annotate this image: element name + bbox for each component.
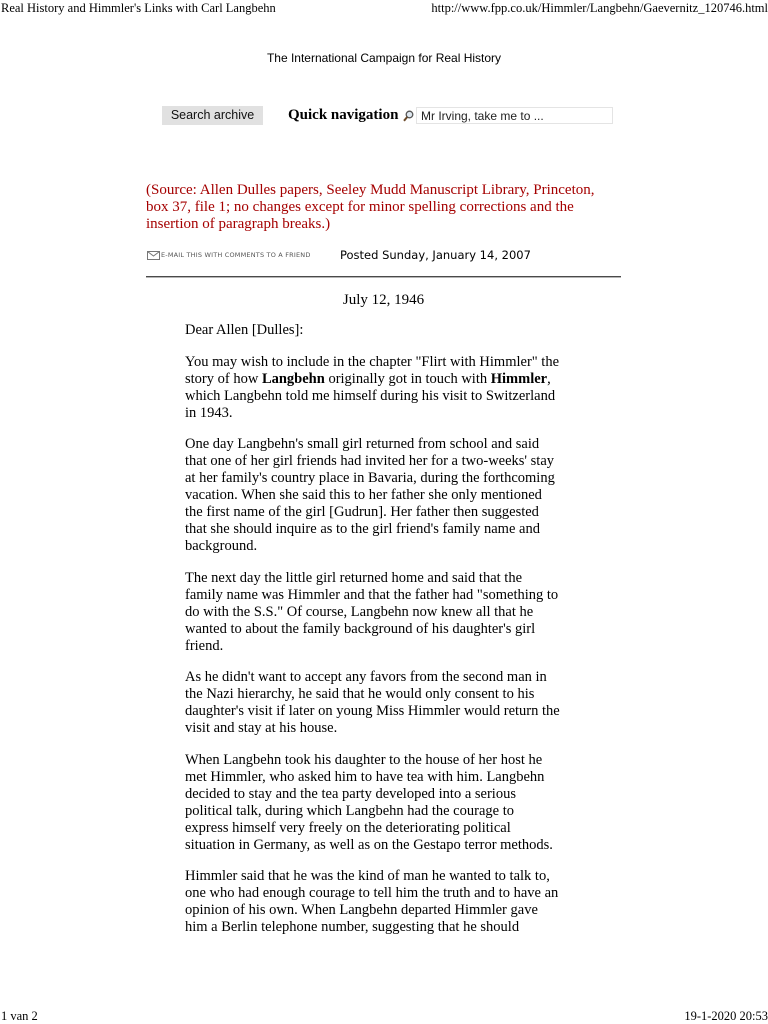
letter-line: friend. <box>185 637 224 654</box>
letter-line: that she should inquire as to the girl friend's family name and <box>185 521 540 537</box>
letter-line: background. <box>185 538 258 554</box>
source-note <box>146 182 595 233</box>
letter-line: that one of her girl friends had invited her for a two-weeks' stay <box>185 453 555 469</box>
print-header-title: Real History and Himmler's Links with Carl Langbehn <box>1 1 276 15</box>
bold-name-himmler: Himmler <box>490 370 548 387</box>
text-segment: , <box>547 370 551 387</box>
letter-line: the Nazi hierarchy, he said that he would only consent to his <box>185 686 535 702</box>
letter-line: do with the S.S." Of course, Langbehn now knew all that he <box>185 603 534 620</box>
letter-line: at her family's country place in Bavaria, during the forthcoming <box>185 470 555 486</box>
posted-date: Posted Sunday, January 14, 2007 <box>340 248 531 262</box>
letter-paragraph <box>185 868 560 936</box>
quick-navigation-input[interactable] <box>416 107 613 124</box>
letter-line: Himmler said that he was the kind of man he wanted to talk to, <box>185 868 550 884</box>
letter-line: decided to stay and the tea party developed into a serious <box>185 785 516 802</box>
letter-line: family name was Himmler and that the father had "something to <box>185 586 559 603</box>
letter-line: him a Berlin telephone number, suggesting that he should <box>185 919 520 935</box>
text-segment: story of how <box>185 370 262 387</box>
letter-date: July 12, 1946 <box>342 292 425 308</box>
magnifier-icon <box>403 109 414 121</box>
letter-line: When Langbehn took his daughter to the house of her host he <box>185 751 543 768</box>
letter-line: daughter's visit if later on young Miss Himmler would return the <box>185 703 560 719</box>
print-footer-date: 19-1-2020 20:53 <box>684 1009 768 1023</box>
letter-line: the first name of the girl [Gudrun]. Her father then suggested <box>185 504 539 520</box>
print-footer-page: 1 van 2 <box>1 1009 38 1023</box>
letter-line: One day Langbehn's small girl returned from school and said <box>185 436 540 452</box>
letter-paragraph <box>185 752 560 854</box>
bold-name-langbehn: Langbehn <box>261 370 325 387</box>
letter-paragraph <box>185 570 560 655</box>
letter-line: express himself very freely on the deteriorating political <box>185 819 511 836</box>
source-line: (Source: Allen Dulles papers, Seeley Mudd Manuscript Library, Princeton, <box>146 182 595 198</box>
letter-line: one who had enough courage to tell him the truth and to have an <box>185 885 559 901</box>
search-archive-button[interactable]: Search archive <box>162 106 263 125</box>
letter-salutation <box>185 322 560 339</box>
letter-paragraph <box>185 669 560 737</box>
letter-paragraph <box>185 436 560 555</box>
source-line: box 37, file 1; no changes except for minor spelling corrections and the <box>146 199 574 215</box>
letter-line: situation in Germany, as well as on the Gestapo terror methods. <box>185 836 553 853</box>
letter-line: vacation. When she said this to her father she only mentioned <box>185 487 542 503</box>
letter-paragraph <box>185 354 560 422</box>
horizontal-rule <box>146 276 621 278</box>
letter-line: Dear Allen [Dulles]: <box>185 322 304 338</box>
letter-line <box>185 371 560 388</box>
print-header-url: http://www.fpp.co.uk/Himmler/Langbehn/Gaevernitz_120746.html <box>431 1 768 15</box>
letter-line: visit and stay at his house. <box>185 720 338 736</box>
letter-line: As he didn't want to accept any favors from the second man in <box>185 669 547 685</box>
letter-body <box>185 322 560 951</box>
email-friend-label[interactable]: E-MAIL THIS WITH COMMENTS TO A FRIEND <box>161 251 311 259</box>
site-title: The International Campaign for Real History <box>266 51 502 65</box>
email-friend-link[interactable] <box>147 250 311 260</box>
letter-line: The next day the little girl returned home and said that the <box>185 569 523 586</box>
letter-line: You may wish to include in the chapter "Flirt with Himmler" the <box>185 353 560 370</box>
text-segment: originally got in touch with <box>324 370 491 387</box>
source-line: insertion of paragraph breaks.) <box>146 216 331 232</box>
letter-line: opinion of his own. When Langbehn departed Himmler gave <box>185 902 538 918</box>
quick-navigation-label: Quick navigation <box>288 107 399 123</box>
letter-line: met Himmler, who asked him to have tea with him. Langbehn <box>185 768 545 785</box>
letter-line: political talk, during which Langbehn had the courage to <box>185 802 514 819</box>
letter-line: wanted to about the family background of his daughter's girl <box>185 620 536 637</box>
letter-line: in 1943. <box>185 404 233 421</box>
envelope-icon <box>147 251 160 260</box>
letter-line: which Langbehn told me himself during his visit to Switzerland <box>185 387 556 404</box>
